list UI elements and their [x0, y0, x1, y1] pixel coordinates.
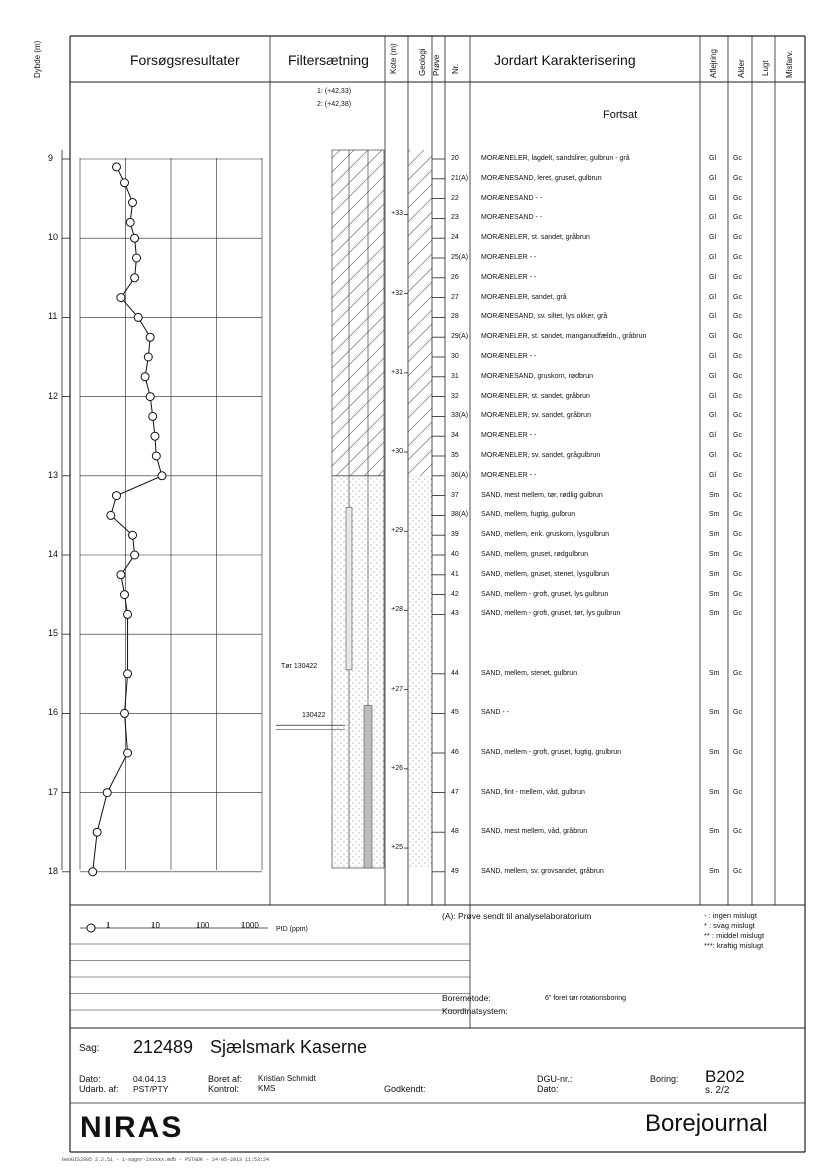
- sample-alder: Gc: [733, 155, 742, 162]
- sample-description: MORÆNELER - -: [481, 273, 537, 281]
- pid-point: [146, 393, 154, 401]
- pid-point: [112, 163, 120, 171]
- udarb-value: PST/PTY: [133, 1084, 169, 1094]
- sample-number: 34: [451, 432, 459, 440]
- sample-aflejring: Gl: [709, 432, 716, 440]
- sample-aflejring: Gl: [709, 194, 716, 202]
- pid-point: [146, 333, 154, 341]
- sample-description: SAND, mellem, stenet, gulbrun: [481, 669, 578, 677]
- smell-key: ***: kraftig mislugt: [704, 941, 764, 950]
- sample-alder: Gc: [733, 293, 742, 301]
- sag-label: Sag:: [79, 1043, 100, 1054]
- depth-tick-label: 15: [48, 628, 59, 639]
- sample-description: SAND, mellem - groft, gruset, lys gulbrun: [481, 590, 609, 598]
- pid-point: [131, 274, 139, 282]
- sample-number: 41: [451, 570, 459, 578]
- sag-name: Sjælsmark Kaserne: [210, 1037, 368, 1057]
- boremetode-label: Boremetode:: [442, 993, 491, 1003]
- header-nr: Nr.: [451, 63, 460, 74]
- page-indicator: s. 2/2: [705, 1085, 730, 1096]
- sample-number: 20: [451, 155, 459, 162]
- depth-tick-label: 14: [48, 549, 59, 559]
- header-misfarv: Misfarv.: [785, 50, 794, 78]
- sample-description: MORÆNELER, sandet, grå: [481, 293, 567, 301]
- sample-alder: Gc: [733, 590, 742, 598]
- sample-description: MORÆNELER, sv. sandet, grågulbrun: [481, 452, 601, 459]
- depth-tick-label: 11: [48, 311, 58, 322]
- pid-point: [103, 789, 111, 797]
- sample-alder: Gc: [733, 174, 742, 182]
- sample-description: MORÆNESAND, leret, gruset, gulbrun: [481, 174, 602, 182]
- sample-number: 43: [451, 610, 459, 618]
- sample-number: 47: [451, 788, 459, 796]
- pid-point: [93, 828, 101, 836]
- sample-aflejring: Gl: [709, 254, 716, 261]
- filter-note-1: 1: (+42,33): [317, 88, 352, 95]
- sample-aflejring: Gl: [709, 412, 716, 420]
- sample-number: 28: [451, 313, 459, 321]
- pid-scale-label: 1000: [241, 921, 259, 930]
- sample-description: SAND, mellem - groft, gruset, fugtig, grulbrun: [481, 749, 622, 756]
- sample-aflejring: Gl: [709, 313, 716, 321]
- sample-number: 39: [451, 531, 459, 539]
- software-line: GeoGIS2005 2.2.51 - 1-sagnr-2xxxxx.mdb - PSTGDK - 24-05-2013 11:53:24: [62, 1157, 270, 1163]
- sample-alder: Gc: [733, 273, 742, 281]
- sample-alder: Gc: [733, 412, 742, 420]
- sample-alder: Gc: [733, 452, 742, 459]
- sample-aflejring: Gl: [709, 214, 716, 222]
- sample-alder: Gc: [733, 551, 742, 558]
- sample-alder: Gc: [733, 353, 742, 360]
- depth-tick-label: 13: [48, 469, 59, 480]
- sample-number: 27: [451, 293, 459, 301]
- sample-description: SAND, mest mellem, våd, gråbrun: [481, 828, 588, 836]
- pid-point: [117, 571, 125, 579]
- pid-point: [152, 452, 160, 460]
- sample-description: MORÆNELER, st. sandet, manganudfældn., gråbrun: [481, 333, 647, 341]
- pid-point: [124, 749, 132, 757]
- smell-key: - : ingen mislugt: [704, 911, 757, 920]
- legend-pid-marker: [87, 924, 95, 932]
- sample-description: MORÆNELER - -: [481, 471, 537, 479]
- boret-label: Boret af:: [208, 1074, 243, 1084]
- pid-point: [107, 511, 115, 519]
- depth-tick-label: 17: [48, 786, 59, 797]
- header-kote: Kote (m): [389, 43, 398, 74]
- sample-description: MORÆNELER - -: [481, 254, 537, 261]
- dato2-label: Dato:: [537, 1084, 559, 1094]
- filter-water-label: 130422: [302, 712, 326, 719]
- sample-aflejring: Gl: [709, 353, 716, 360]
- sample-number: 35: [451, 452, 459, 459]
- sample-aflejring: Sm: [709, 491, 720, 499]
- pid-point: [158, 472, 166, 480]
- header-forsogsresultater: Forsøgsresultater: [130, 52, 240, 68]
- sample-alder: Gc: [733, 254, 742, 261]
- pid-point: [117, 294, 125, 302]
- sample-number: 29(A): [451, 333, 469, 341]
- sample-alder: Gc: [733, 828, 742, 836]
- sample-number: 25(A): [451, 254, 469, 261]
- pid-point: [131, 234, 139, 242]
- boremetode-value: 6" foret tør rotationsboring: [545, 995, 627, 1002]
- sample-aflejring: Gl: [709, 372, 716, 380]
- kote-tick-label: +33: [391, 210, 403, 218]
- niras-logo: NIRAS: [80, 1111, 184, 1144]
- sample-aflejring: Sm: [709, 788, 720, 796]
- sample-aflejring: Sm: [709, 531, 720, 539]
- sample-aflejring: Sm: [709, 511, 720, 519]
- dgu-label: DGU-nr.:: [537, 1074, 573, 1084]
- sample-alder: Gc: [733, 749, 742, 756]
- sample-alder: Gc: [733, 313, 742, 321]
- sample-aflejring: Gl: [709, 392, 716, 400]
- smell-key: * : svag mislugt: [704, 921, 755, 930]
- sample-description: SAND, mellem, gruset, rødgulbrun: [481, 551, 588, 558]
- sample-description: MORÆNELER, lagdelt, sandslirer, gulbrun - grå: [481, 155, 630, 162]
- sample-description: MORÆNESAND - -: [481, 194, 543, 202]
- fortsat-label: Fortsat: [603, 109, 638, 121]
- sample-description: SAND, mellem - groft, gruset, tør, lys gulbrun: [481, 610, 621, 618]
- kote-tick-label: +28: [391, 606, 403, 614]
- sample-number: 30: [451, 353, 459, 360]
- sample-alder: Gc: [733, 867, 742, 875]
- sample-aflejring: Sm: [709, 551, 720, 558]
- sample-aflejring: Sm: [709, 828, 720, 836]
- pid-point: [124, 670, 132, 678]
- sample-alder: Gc: [733, 570, 742, 578]
- depth-tick-label: 12: [48, 390, 59, 401]
- sample-aflejring: Gl: [709, 293, 716, 301]
- filter-screen-wet: [364, 705, 372, 868]
- pid-point: [131, 551, 139, 559]
- sample-number: 37: [451, 491, 459, 499]
- sample-description: MORÆNELER - -: [481, 353, 537, 360]
- kote-tick-label: +30: [391, 448, 403, 456]
- sample-alder: Gc: [733, 214, 742, 222]
- sample-aflejring: Gl: [709, 471, 716, 479]
- smell-key: ** : middel mislugt: [704, 931, 765, 940]
- depth-tick-label: 10: [48, 232, 59, 243]
- dato-label: Dato:: [79, 1074, 101, 1084]
- sample-aflejring: Sm: [709, 669, 720, 677]
- header-geologi: Geologi: [418, 48, 427, 76]
- depth-tick-label: 9: [48, 153, 54, 163]
- pid-point: [126, 218, 134, 226]
- sample-description: MORÆNESAND, sv. siltet, lys okker, grå: [481, 313, 608, 321]
- sample-description: MORÆNELER, sv. sandet, gråbrun: [481, 412, 591, 420]
- sample-alder: Gc: [733, 531, 742, 539]
- header-lugt: Lugt: [761, 60, 770, 76]
- sample-alder: Gc: [733, 610, 742, 618]
- sample-alder: Gc: [733, 194, 742, 202]
- sample-aflejring: Sm: [709, 590, 720, 598]
- sample-description: MORÆNESAND - -: [481, 214, 543, 222]
- smell-keys: [704, 911, 764, 951]
- sample-number: 49: [451, 867, 459, 875]
- sag-number: 212489: [133, 1037, 194, 1057]
- pid-point: [112, 492, 120, 500]
- pid-point: [121, 591, 129, 599]
- sample-number: 38(A): [451, 511, 469, 519]
- sample-number: 31: [451, 372, 459, 380]
- sample-aflejring: Gl: [709, 155, 716, 162]
- sample-alder: Gc: [733, 491, 742, 499]
- dato-value: 04.04.13: [133, 1074, 167, 1084]
- header-dybde: Dybde (m): [33, 40, 42, 78]
- sample-alder: Gc: [733, 471, 742, 479]
- boring-label: Boring:: [650, 1074, 679, 1084]
- pid-point: [124, 610, 132, 618]
- pid-point: [132, 254, 140, 262]
- sample-alder: Gc: [733, 432, 742, 440]
- sample-aflejring: Sm: [709, 610, 720, 618]
- pid-point: [134, 313, 142, 321]
- pid-point: [129, 531, 137, 539]
- sample-alder: Gc: [733, 788, 742, 796]
- sample-description: SAND, mellem, enk. gruskorn, lysgulbrun: [481, 531, 609, 539]
- sample-description: SAND, mellem, fugtig, gulbrun: [481, 511, 576, 519]
- kote-tick-label: +29: [391, 527, 403, 535]
- sample-aflejring: Sm: [709, 570, 720, 578]
- sample-alder: Gc: [733, 392, 742, 400]
- sample-aflejring: Gl: [709, 452, 716, 459]
- sample-number: 40: [451, 551, 459, 558]
- sample-aflejring: Sm: [709, 749, 720, 756]
- sample-number: 48: [451, 828, 459, 836]
- sample-number: 24: [451, 234, 459, 242]
- pid-point: [129, 199, 137, 207]
- sample-number: 33(A): [451, 412, 469, 420]
- sample-description: SAND, mellem, sv. grovsandet, gråbrun: [481, 867, 604, 875]
- pid-point: [151, 432, 159, 440]
- pid-scale-label: 10: [151, 921, 160, 930]
- sample-number: 32: [451, 392, 459, 400]
- sample-aflejring: Gl: [709, 273, 716, 281]
- koordinat-label: Koordinatsystem:: [442, 1006, 508, 1016]
- kote-tick-label: +25: [391, 844, 403, 852]
- kote-tick-label: +26: [391, 764, 403, 772]
- kontrol-value: KMS: [258, 1084, 276, 1093]
- sample-alder: Gc: [733, 333, 742, 341]
- sample-aflejring: Gl: [709, 174, 716, 182]
- sample-number: 46: [451, 749, 459, 756]
- depth-tick-label: 16: [48, 707, 59, 718]
- filter-sand-fill: [332, 476, 384, 868]
- boring-value: B202: [705, 1067, 745, 1086]
- sample-description: SAND - -: [481, 709, 509, 717]
- sample-description: MORÆNELER, st. sandet, gråbrun: [481, 234, 590, 242]
- sample-aflejring: Gl: [709, 234, 716, 242]
- sample-description: SAND, mest mellem, tør, rødlig gulbrun: [481, 491, 603, 499]
- sample-aflejring: Sm: [709, 867, 720, 875]
- sample-number: 21(A): [451, 174, 469, 182]
- sample-description: MORÆNELER - -: [481, 432, 537, 440]
- document-title: Borejournal: [645, 1110, 768, 1137]
- sample-aflejring: Sm: [709, 709, 720, 717]
- sample-number: 45: [451, 709, 459, 717]
- pid-point: [121, 179, 129, 187]
- geology-sand-fill: [408, 476, 432, 868]
- sample-alder: Gc: [733, 669, 742, 677]
- pid-point: [144, 353, 152, 361]
- header-prove: Prøve: [432, 54, 441, 76]
- pid-label: PID (ppm): [276, 926, 308, 933]
- sample-number: 26: [451, 273, 459, 281]
- header-alder: Alder: [737, 59, 746, 78]
- filter-screen-dry: [346, 507, 352, 669]
- geology-clay-fill: [408, 150, 432, 476]
- sample-number: 44: [451, 669, 459, 677]
- pid-point: [89, 868, 97, 876]
- filter-dry-label: Tør 130422: [281, 663, 318, 670]
- pid-point: [141, 373, 149, 381]
- sample-alder: Gc: [733, 372, 742, 380]
- kote-tick-label: +27: [391, 685, 403, 693]
- pid-point: [149, 412, 157, 420]
- sample-number: 23: [451, 214, 459, 222]
- godkendt-label: Godkendt:: [384, 1084, 426, 1094]
- pid-scale-label: 100: [196, 921, 210, 930]
- sample-alder: Gc: [733, 511, 742, 519]
- depth-tick-label: 18: [48, 865, 59, 876]
- sample-number: 22: [451, 194, 459, 202]
- header-jordart: Jordart Karakterisering: [494, 52, 636, 68]
- udarb-label: Udarb. af:: [79, 1084, 119, 1094]
- analysis-note: (A): Prøve sendt til analyselaboratorium: [442, 911, 592, 921]
- sample-alder: Gc: [733, 234, 742, 242]
- sample-description: MORÆNESAND, gruskorn, rødbrun: [481, 372, 594, 380]
- kote-tick-label: +32: [391, 289, 403, 297]
- pid-scale-label: 1: [106, 921, 111, 930]
- pid-series-line: [93, 167, 162, 872]
- header-filtersaetning: Filtersætning: [288, 52, 369, 68]
- kontrol-label: Kontrol:: [208, 1084, 240, 1094]
- sample-number: 42: [451, 590, 459, 598]
- header-aflejring: Aflejring: [709, 49, 718, 78]
- sample-description: MORÆNELER, st. sandet, gråbrun: [481, 392, 590, 400]
- sample-aflejring: Gl: [709, 333, 716, 341]
- pid-point: [121, 709, 129, 717]
- sample-description: SAND, fint - mellem, våd, gulbrun: [481, 788, 585, 796]
- sample-description: SAND, mellem, gruset, stenet, lysgulbrun: [481, 570, 609, 578]
- sample-alder: Gc: [733, 709, 742, 717]
- kote-tick-label: +31: [391, 368, 403, 376]
- filter-clay-fill: [332, 150, 384, 476]
- filter-note-2: 2: (+42,38): [317, 101, 352, 108]
- boret-value: Kristian Schmidt: [258, 1074, 316, 1083]
- sample-number: 36(A): [451, 471, 469, 479]
